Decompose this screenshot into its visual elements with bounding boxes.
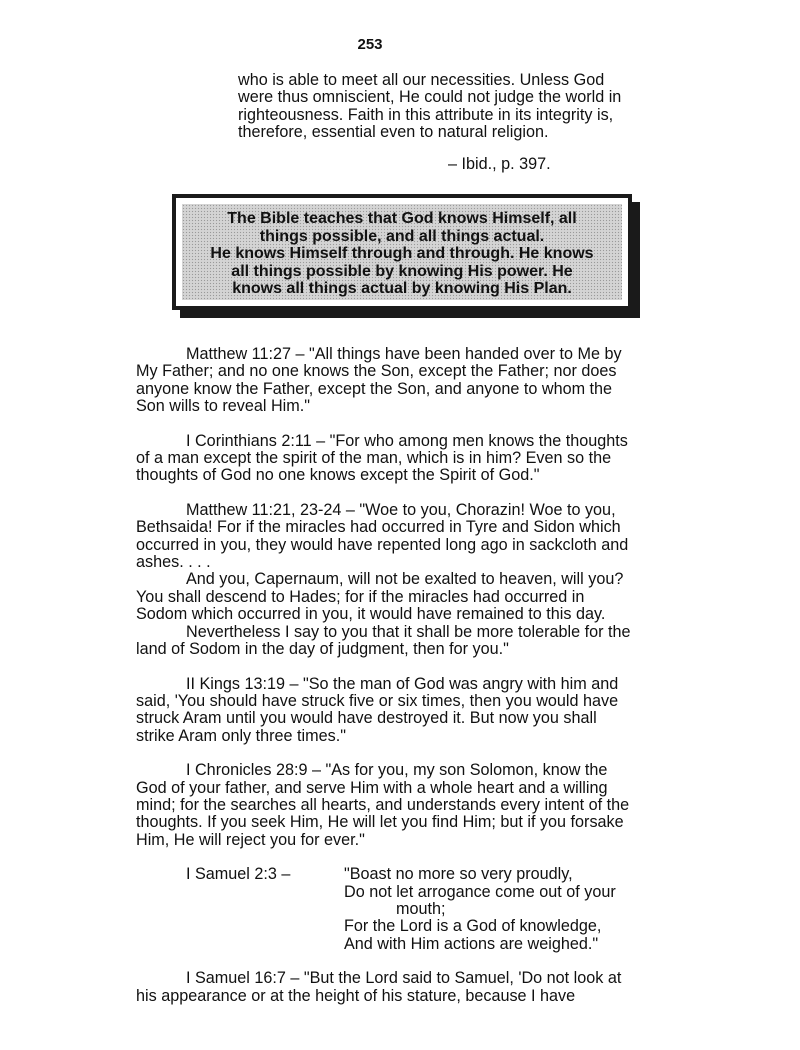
- passage-line: I Corinthians 2:11 – "For who among men knows the thoughts: [186, 431, 628, 450]
- passage-line: II Kings 13:19 – "So the man of God was angry with him and: [186, 674, 619, 693]
- passage-2-kings-13-19: [136, 676, 706, 746]
- passage-line: Bethsaida! For if the miracles had occurred in Tyre and Sidon which: [136, 518, 621, 537]
- passage-line: anyone know the Father, except the Son, and anyone to whom the: [136, 379, 613, 398]
- passage-line: You shall descend to Hades; for if the miracles had occurred in: [136, 587, 585, 606]
- passage-matthew-11-21: [136, 502, 706, 659]
- callout-line: things possible, and all things actual.: [259, 227, 545, 245]
- passage-line: My Father; and no one knows the Son, except the Father; nor does: [136, 362, 617, 381]
- passage-line: Sodom which occurred in you, it would have remained to this day.: [136, 605, 606, 624]
- passage-matthew-11-27: [136, 346, 706, 416]
- quote-source: – Ibid., p. 397.: [448, 155, 551, 173]
- passage-line: Him, He will reject you for ever.": [136, 830, 365, 849]
- callout-box: [172, 194, 632, 310]
- passage-line: land of Sodom in the day of judgment, then for you.": [136, 640, 509, 659]
- passage-line: said, 'You should have struck five or six times, then you would have: [136, 691, 619, 710]
- callout-line: knows all things actual by knowing His Plan.: [232, 280, 572, 297]
- callout-text: [182, 204, 622, 300]
- poem-line: Do not let arrogance come out of your: [344, 882, 616, 901]
- passage-line: Nevertheless I say to you that it shall be more tolerable for the: [186, 622, 631, 641]
- poem-line: mouth;: [396, 899, 446, 918]
- page-number: 253: [357, 36, 383, 53]
- quote-continuation: [238, 72, 698, 142]
- passage-line: God of your father, and serve Him with a whole heart and a willing: [136, 778, 608, 797]
- passage-line: thoughts. If you seek Him, He will let you find Him; but if you forsake: [136, 813, 624, 832]
- passage-line: mind; for the searches all hearts, and understands every intent of the: [136, 795, 630, 814]
- passage-line: of a man except the spirit of the man, which is in him? Even so the: [136, 449, 612, 468]
- passage-line: thoughts of God no one knows except the Spirit of God.": [136, 466, 540, 485]
- quote-line: were thus omniscient, He could not judge the world in: [238, 88, 622, 107]
- passage-1-samuel-2-3: [136, 866, 706, 953]
- passage-1-samuel-16-7: [136, 970, 706, 1005]
- poem-line: And with Him actions are weighed.": [344, 934, 599, 953]
- passage-line: Matthew 11:21, 23-24 – "Woe to you, Chorazin! Woe to you,: [186, 500, 616, 519]
- passage-line: Son wills to reveal Him.": [136, 397, 310, 416]
- passage-line: Matthew 11:27 – "All things have been handed over to Me by: [186, 345, 622, 363]
- passage-1-chronicles-28-9: [136, 762, 706, 849]
- poem-line: For the Lord is a God of knowledge,: [344, 917, 602, 936]
- quote-line: righteousness. Faith in this attribute in its integrity is,: [238, 105, 614, 124]
- passage-line: struck Aram until you would have destroyed it. But now you shall: [136, 709, 597, 728]
- passage-line: I Samuel 16:7 – "But the Lord said to Samuel, 'Do not look at: [186, 969, 622, 988]
- body-text: [136, 346, 706, 1022]
- callout-line: The Bible teaches that God knows Himself, all: [227, 210, 577, 227]
- passage-line: I Chronicles 28:9 – "As for you, my son Solomon, know the: [186, 761, 608, 780]
- poem-reference: I Samuel 2:3 –: [186, 865, 291, 884]
- passage-line: And you, Capernaum, will not be exalted to heaven, will you?: [186, 570, 624, 589]
- passage-1-corinthians-2-11: [136, 433, 706, 485]
- passage-line: occurred in you, they would have repented long ago in sackcloth and: [136, 535, 629, 554]
- quote-line: therefore, essential even to natural religion.: [238, 123, 549, 142]
- passage-line: his appearance or at the height of his stature, because I have: [136, 986, 576, 1005]
- callout-line: He knows Himself through and through. He knows: [210, 245, 594, 262]
- callout-line: all things possible by knowing His power. He: [231, 262, 573, 280]
- passage-line: ashes. . . .: [136, 553, 211, 572]
- quote-line: who is able to meet all our necessities. Unless God: [238, 71, 605, 89]
- poem-line: "Boast no more so very proudly,: [344, 865, 573, 884]
- passage-line: strike Aram only three times.": [136, 726, 346, 745]
